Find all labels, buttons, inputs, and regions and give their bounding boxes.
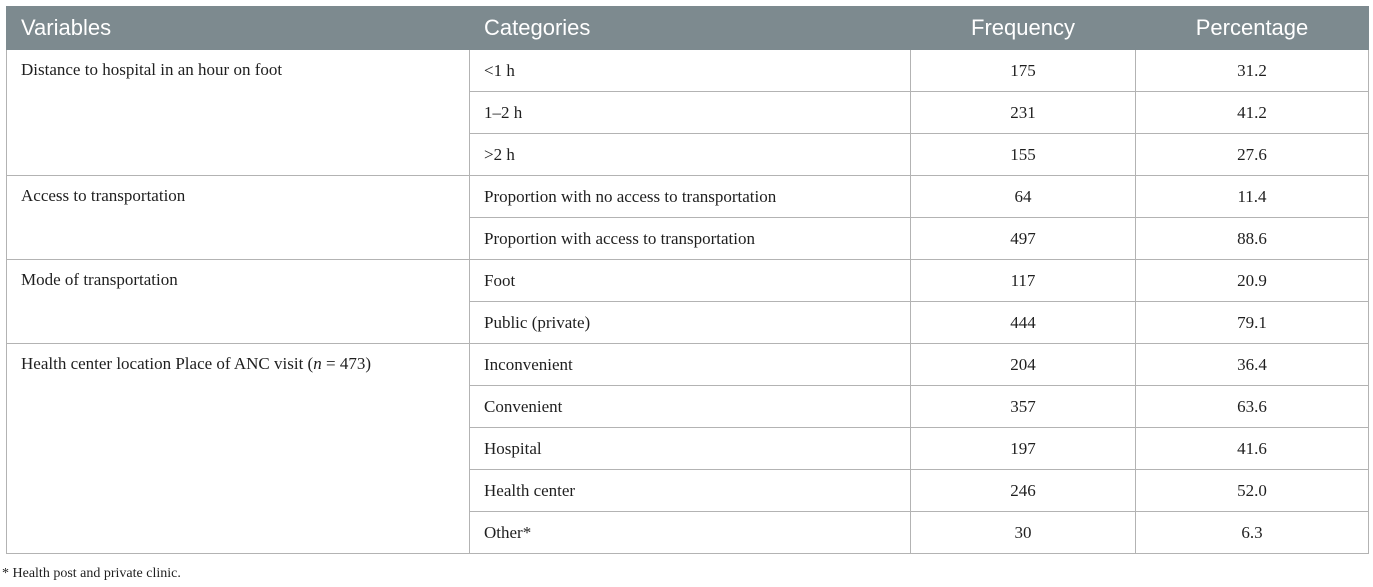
table-row bbox=[7, 260, 1369, 302]
percentage-cell: 27.6 bbox=[1136, 134, 1369, 176]
table-row bbox=[7, 176, 1369, 218]
percentage-cell: 41.2 bbox=[1136, 92, 1369, 134]
category-cell: >2 h bbox=[470, 134, 911, 176]
category-cell: Inconvenient bbox=[470, 344, 911, 386]
frequency-cell: 175 bbox=[911, 50, 1136, 92]
percentage-cell: 31.2 bbox=[1136, 50, 1369, 92]
variable-text: Health center location Place of ANC visit ( bbox=[21, 354, 314, 373]
frequency-cell: 444 bbox=[911, 302, 1136, 344]
table-row bbox=[7, 50, 1369, 92]
category-cell: Proportion with access to transportation bbox=[470, 218, 911, 260]
category-cell: 1–2 h bbox=[470, 92, 911, 134]
header-variables: Variables bbox=[7, 7, 470, 50]
frequency-cell: 117 bbox=[911, 260, 1136, 302]
frequency-cell: 30 bbox=[911, 512, 1136, 554]
frequency-cell: 155 bbox=[911, 134, 1136, 176]
category-cell: Hospital bbox=[470, 428, 911, 470]
percentage-cell: 20.9 bbox=[1136, 260, 1369, 302]
variable-cell: Distance to hospital in an hour on foot bbox=[7, 50, 470, 176]
variable-n: n bbox=[313, 354, 322, 373]
header-categories: Categories bbox=[470, 7, 911, 50]
percentage-cell: 41.6 bbox=[1136, 428, 1369, 470]
frequency-cell: 204 bbox=[911, 344, 1136, 386]
frequency-cell: 231 bbox=[911, 92, 1136, 134]
data-table bbox=[6, 6, 1369, 554]
data-table-container bbox=[6, 6, 1368, 554]
frequency-cell: 64 bbox=[911, 176, 1136, 218]
frequency-cell: 197 bbox=[911, 428, 1136, 470]
header-percentage: Percentage bbox=[1136, 7, 1369, 50]
variable-cell: Mode of transportation bbox=[7, 260, 470, 344]
frequency-cell: 246 bbox=[911, 470, 1136, 512]
category-cell: Other* bbox=[470, 512, 911, 554]
category-cell: Convenient bbox=[470, 386, 911, 428]
category-cell: <1 h bbox=[470, 50, 911, 92]
percentage-cell: 6.3 bbox=[1136, 512, 1369, 554]
table-row bbox=[7, 344, 1369, 386]
variable-cell: Access to transportation bbox=[7, 176, 470, 260]
percentage-cell: 88.6 bbox=[1136, 218, 1369, 260]
category-cell: Public (private) bbox=[470, 302, 911, 344]
frequency-cell: 357 bbox=[911, 386, 1136, 428]
percentage-cell: 63.6 bbox=[1136, 386, 1369, 428]
percentage-cell: 36.4 bbox=[1136, 344, 1369, 386]
header-frequency: Frequency bbox=[911, 7, 1136, 50]
table-footnote: * Health post and private clinic. bbox=[2, 566, 181, 581]
frequency-cell: 497 bbox=[911, 218, 1136, 260]
variable-text-suffix: = 473) bbox=[321, 354, 371, 373]
variable-cell bbox=[7, 344, 470, 554]
category-cell: Health center bbox=[470, 470, 911, 512]
percentage-cell: 52.0 bbox=[1136, 470, 1369, 512]
category-cell: Proportion with no access to transportation bbox=[470, 176, 911, 218]
category-cell: Foot bbox=[470, 260, 911, 302]
header-row bbox=[7, 7, 1369, 50]
percentage-cell: 11.4 bbox=[1136, 176, 1369, 218]
percentage-cell: 79.1 bbox=[1136, 302, 1369, 344]
